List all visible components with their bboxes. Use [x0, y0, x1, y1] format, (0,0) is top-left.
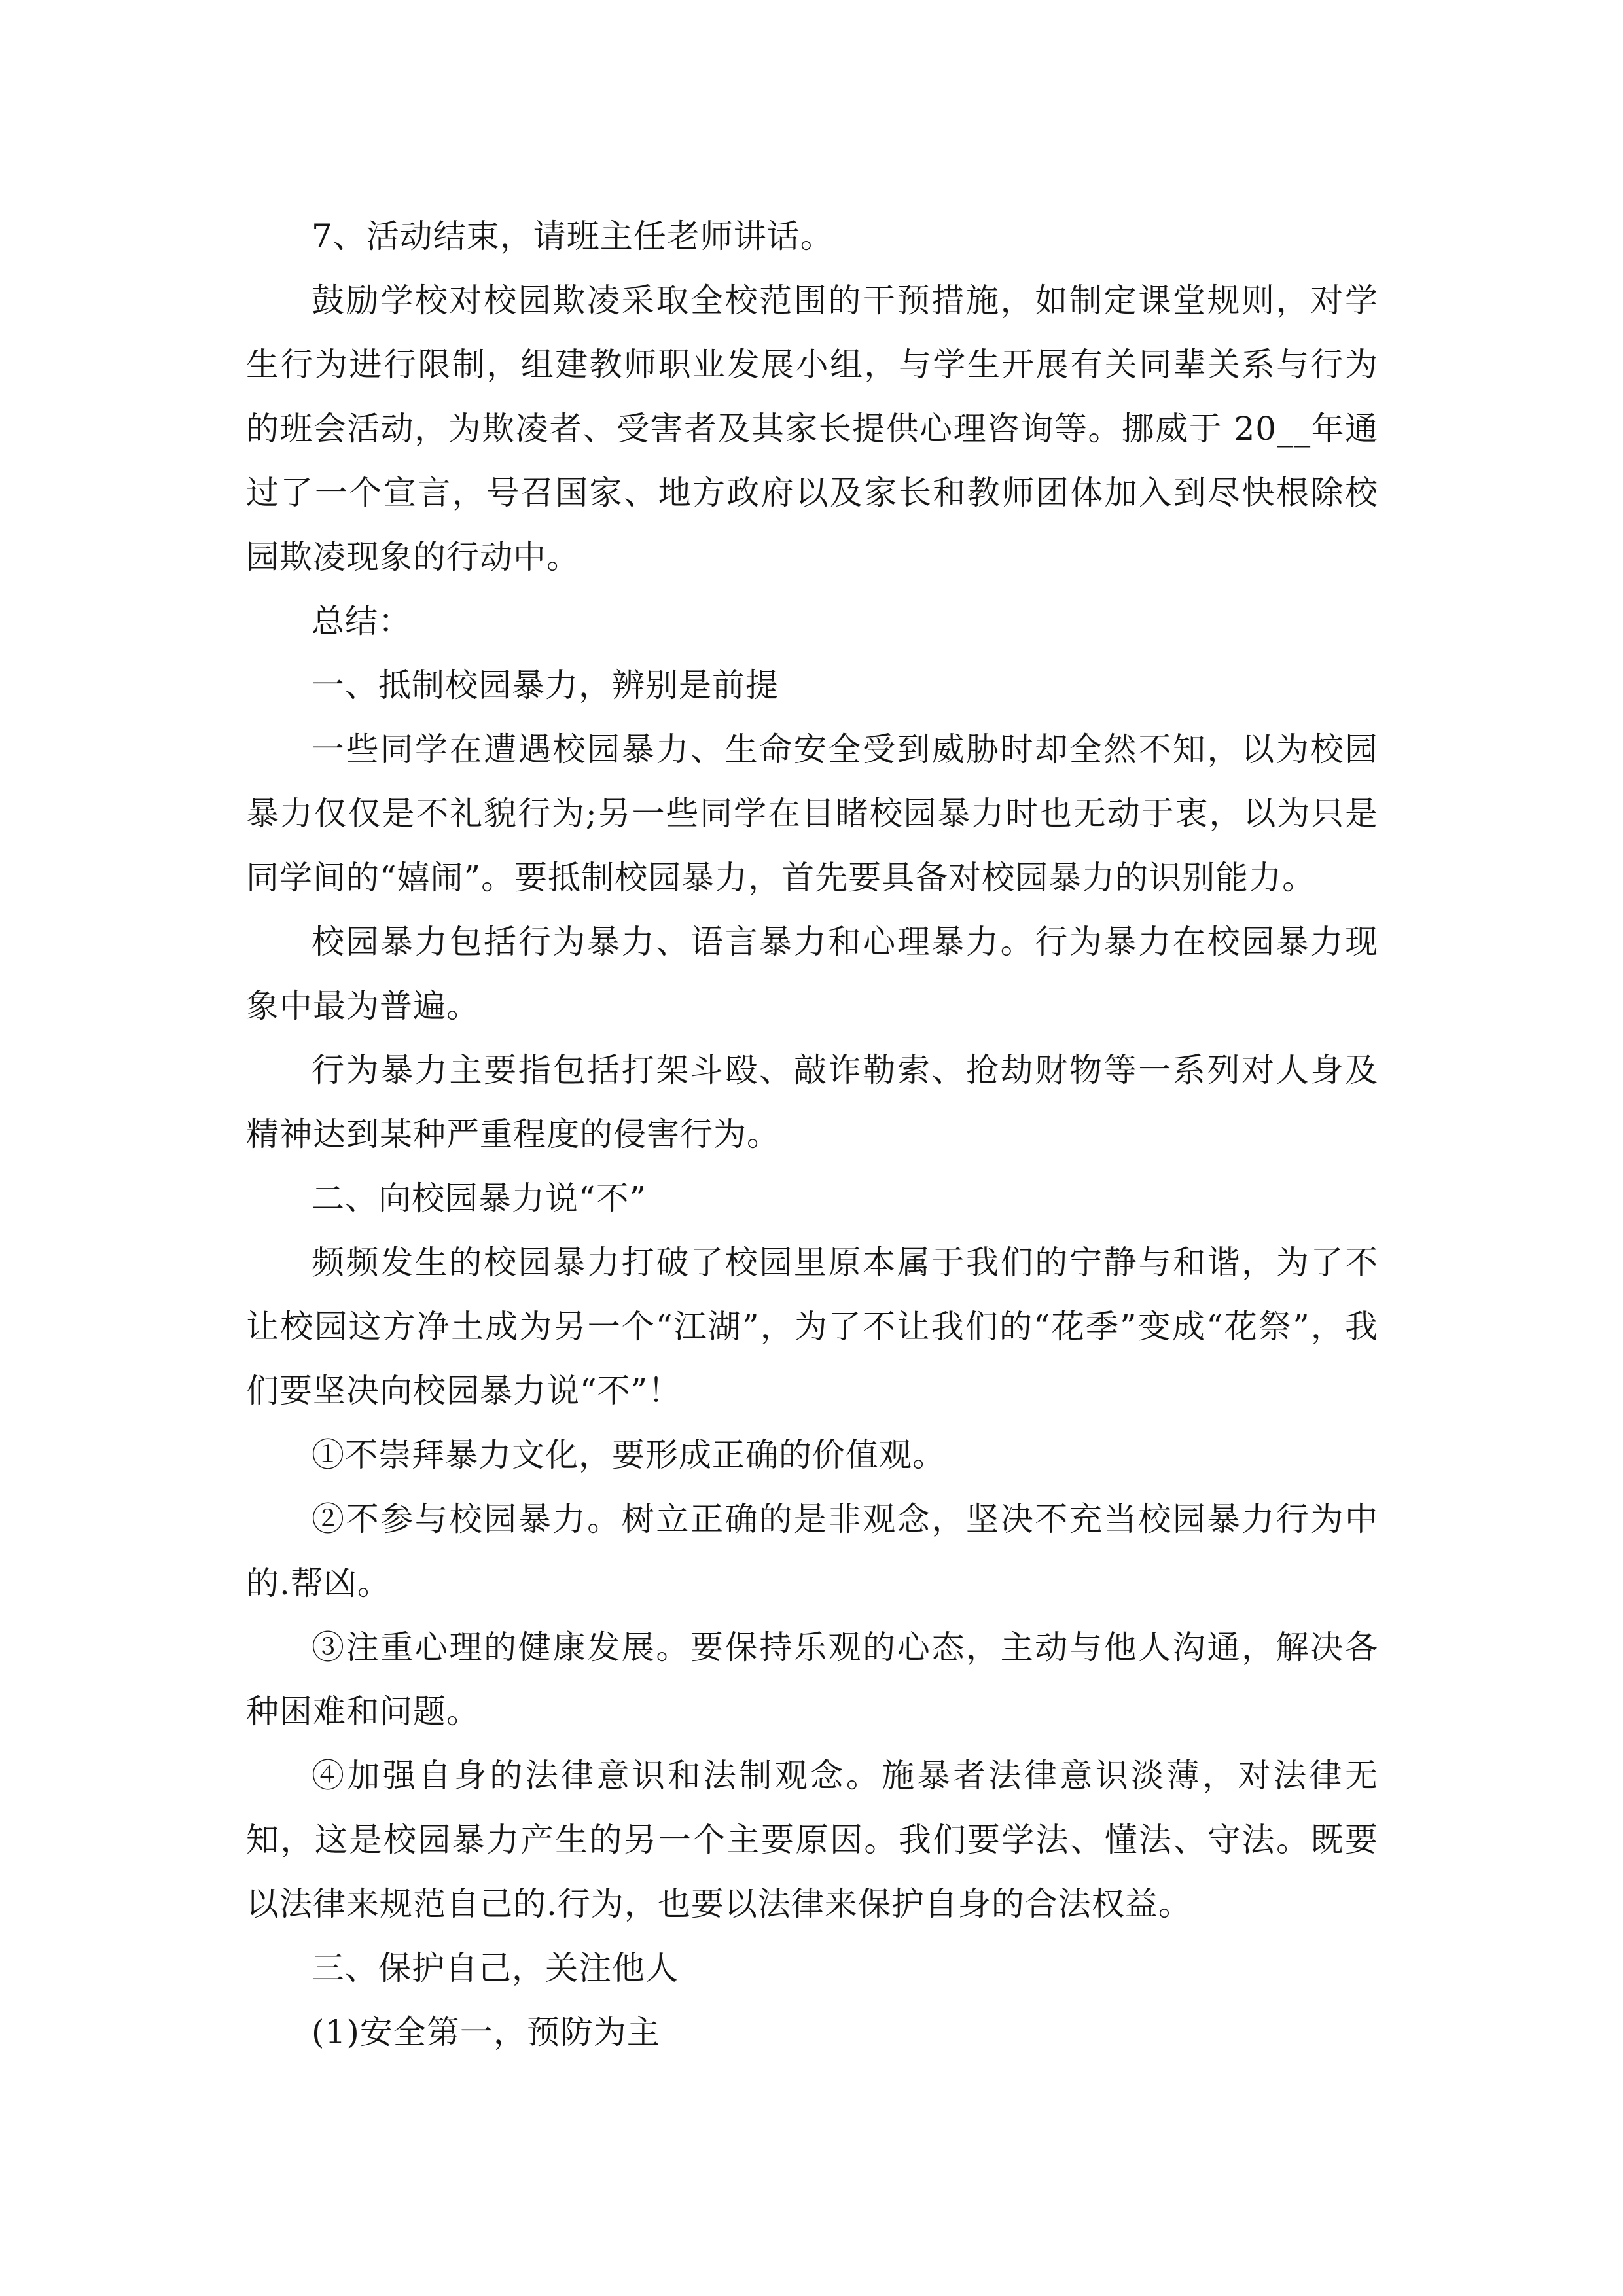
paragraph-violence-types: 校园暴力包括行为暴力、语言暴力和心理暴力。行为暴力在校园暴力现象中最为普遍。 — [246, 923, 1378, 1025]
paragraph-say-no: 频频发生的校园暴力打破了校园里原本属于我们的宁静与和谐，为了不让校园这方净土成为另一个“江湖”，为了不让我们的“花季”变成“花祭”，我们要坚决向校园暴力说“不”！ — [246, 1244, 1378, 1410]
list-item-2: ②不参与校园暴力。树立正确的是非观念，坚决不充当校园暴力行为中的.帮凶。 — [246, 1500, 1378, 1602]
paragraph-behavioral-violence: 行为暴力主要指包括打架斗殴、敲诈勒索、抢劫财物等一系列对人身及精神达到某种严重程度的侵害行为。 — [246, 1051, 1378, 1153]
section-heading-3: 三、保护自己，关注他人 — [312, 1949, 679, 1987]
list-item-4: ④加强自身的法律意识和法制观念。施暴者法律意识淡薄，对法律无知，这是校园暴力产生的另一个主要原因。我们要学法、懂法、守法。既要以法律来规范自己的.行为，也要以法律来保护自身的合法权益。 — [246, 1757, 1378, 1923]
paragraph-recognition: 一些同学在遭遇校园暴力、生命安全受到威胁时却全然不知，以为校园暴力仅仅是不礼貌行为;另一些同学在目睹校园暴力时也无动于衷，以为只是同学间的“嬉闹”。要抵制校园暴力，首先要具备对校园暴力的识别能力。 — [246, 730, 1378, 897]
section-heading-1: 一、抵制校园暴力，辨别是前提 — [312, 666, 779, 704]
list-item-3: ③注重心理的健康发展。要保持乐观的心态，主动与他人沟通，解决各种困难和问题。 — [246, 1628, 1378, 1731]
list-item-1: ①不崇拜暴力文化，要形成正确的价值观。 — [312, 1436, 946, 1474]
paragraph-intervention-measures: 鼓励学校对校园欺凌采取全校范围的干预措施，如制定课堂规则，对学生行为进行限制，组建教师职业发展小组，与学生开展有关同辈关系与行为的班会活动，为欺凌者、受害者及其家长提供心理咨询等。挪威于 20__年通过了一个宣言，号召国家、地方政府以及家长和教师团体加入到尽快根除校园欺凌现象的行动中。 — [246, 281, 1378, 576]
section-heading-2: 二、向校园暴力说“不” — [312, 1179, 647, 1217]
paragraph-activity-end: 7、活动结束，请班主任老师讲话。 — [312, 217, 834, 255]
sub-heading-safety-first: (1)安全第一，预防为主 — [312, 2013, 660, 2051]
document-body — [246, 204, 1378, 2064]
paragraph-summary-heading: 总结： — [312, 602, 412, 640]
